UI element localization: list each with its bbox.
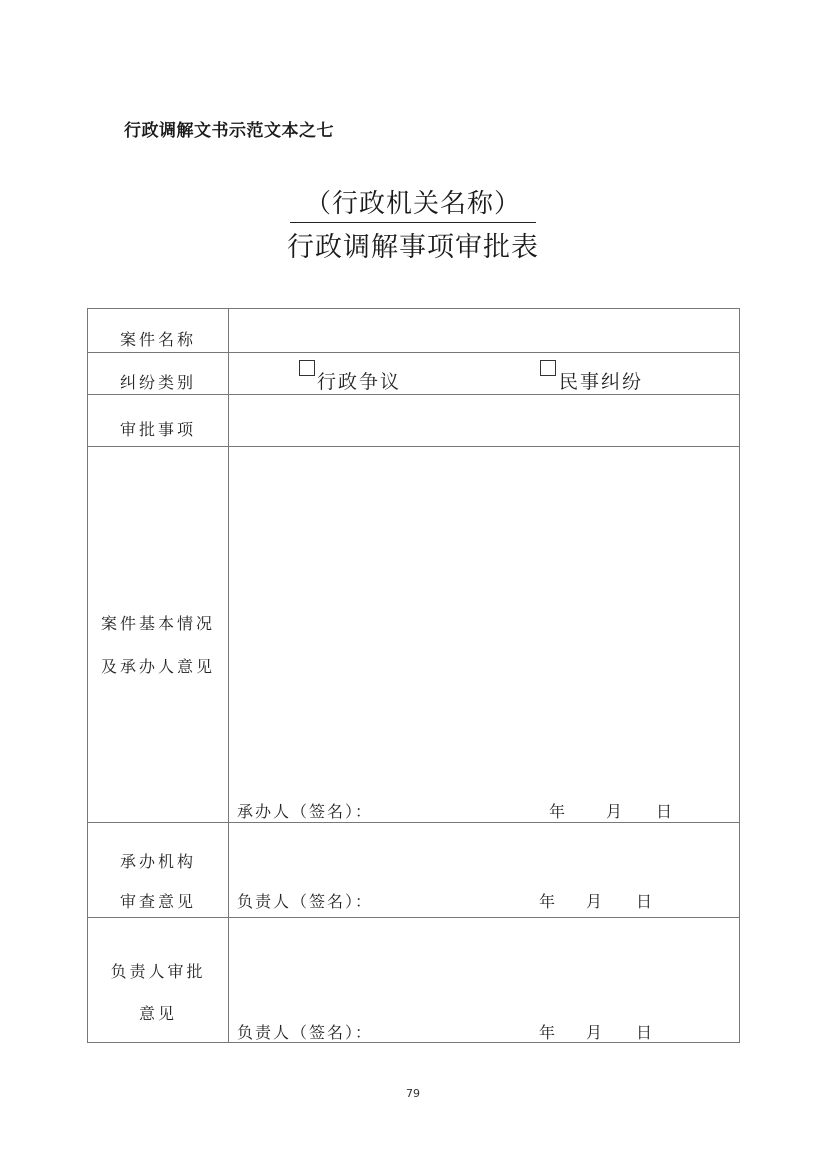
- chief-approval-label-line2: 意见: [138, 1004, 177, 1023]
- case-info-label-line1: 案件基本情况: [100, 614, 215, 633]
- handler-signature-label: 承办人（签名）：: [237, 802, 374, 821]
- date-month-label: 月: [586, 892, 605, 911]
- date-day-label: 日: [656, 802, 675, 821]
- chief-signature-label: 负责人（签名）：: [237, 1023, 374, 1042]
- chief-approval-label-line1: 负责人审批: [110, 962, 206, 981]
- approval-form-table: [87, 308, 740, 1043]
- org-review-label-line2: 审查意见: [119, 892, 196, 911]
- org-review-label-line1: 承办机构: [119, 852, 196, 871]
- date-month-label: 月: [586, 1023, 605, 1042]
- case-info-label-line2: 及承办人意见: [100, 657, 215, 676]
- org-review-field[interactable]: [229, 823, 739, 883]
- date-month-label: 月: [606, 802, 625, 821]
- row-divider: [88, 352, 739, 353]
- date-day-label: 日: [636, 1023, 655, 1042]
- date-year-label: 年: [539, 1023, 558, 1042]
- case-name-field[interactable]: [229, 309, 739, 352]
- form-title: 行政调解事项审批表: [287, 232, 539, 263]
- organization-name-title: （行政机关名称）: [290, 186, 536, 223]
- civil-dispute-option: 民事纠纷: [559, 371, 644, 393]
- dispute-type-label: 纠纷类别: [119, 373, 196, 392]
- date-year-label: 年: [549, 802, 568, 821]
- case-info-field[interactable]: [229, 447, 739, 787]
- civil-dispute-checkbox[interactable]: [540, 360, 556, 376]
- chief-approval-field[interactable]: [229, 918, 739, 1013]
- date-day-label: 日: [636, 892, 655, 911]
- date-year-label: 年: [539, 892, 558, 911]
- administrative-dispute-option: 行政争议: [317, 371, 402, 393]
- page-number: 79: [406, 1087, 420, 1100]
- chief-signature-label: 负责人（签名）：: [237, 892, 374, 911]
- administrative-dispute-checkbox[interactable]: [299, 360, 315, 376]
- approval-matter-label: 审批事项: [119, 420, 196, 439]
- approval-matter-field[interactable]: [229, 395, 739, 446]
- document-header-label: 行政调解文书示范文本之七: [124, 121, 334, 141]
- case-name-label: 案件名称: [119, 330, 196, 349]
